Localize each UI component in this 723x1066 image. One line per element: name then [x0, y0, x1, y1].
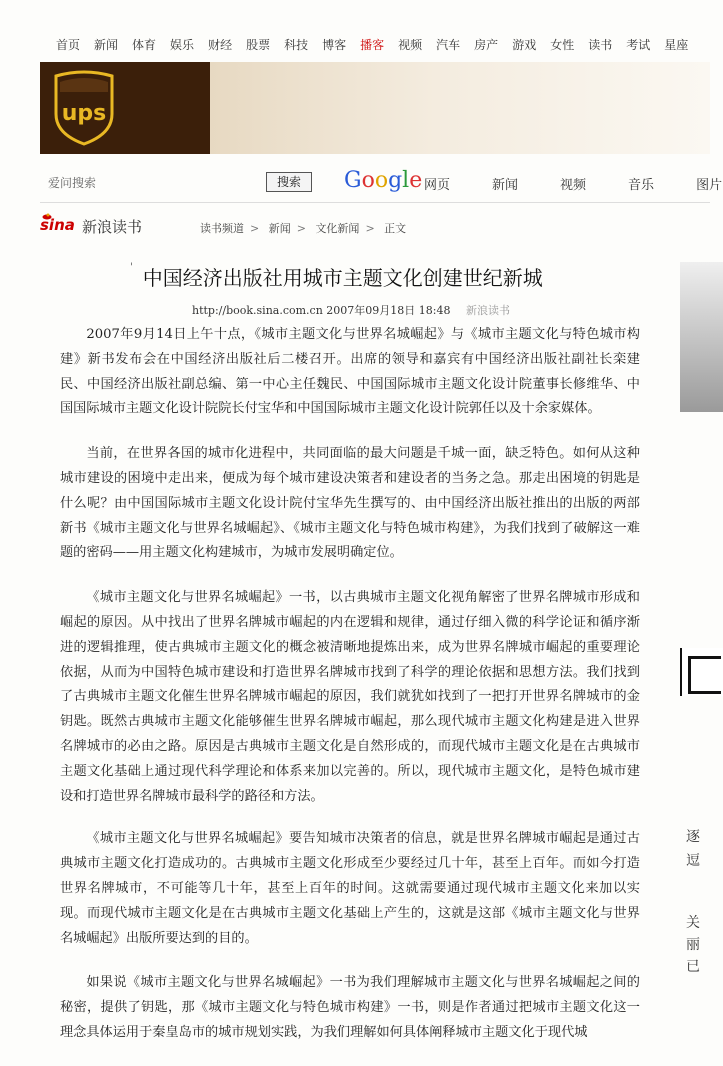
nav-link-exam[interactable]: 考试 [626, 38, 651, 52]
chevron-right-icon: > [296, 222, 306, 235]
sidebar-text-fragment: 已 [686, 959, 700, 975]
article-paragraph: 《城市主题文化与世界名城崛起》要告知城市决策者的信息，就是世界名牌城市崛起是通过古典城市主题文化打造成功的。古典城市主题文化形成至少要经过几十年，甚至上百年。而如今打造世界名牌城市，不可能等几十年，甚至上百年的时间。这就需要通过现代城市主题文化来加以实现。而现代城市主题文化是在古典城市主题文化基础上产生的，这就是这部《城市主题文化与世界名城崛起》出版所要达到的目的。 [60, 831, 640, 946]
ups-banner-ad[interactable] [40, 62, 710, 154]
breadcrumb-item[interactable]: 新闻 [268, 222, 291, 235]
nav-link-stock[interactable]: 股票 [246, 38, 271, 52]
article-source[interactable]: 新浪读书 [465, 304, 510, 317]
article-paragraph: 2007年9月14日上午十点，《城市主题文化与世界名城崛起》与《城市主题文化与特色城市构建》新书发布会在中国经济出版社后二楼召开。出席的领导和嘉宾有中国经济出版社副社长栾建民、中国经济出版社副总编、第一中心主任魏民、中国国际城市主题文化设计院董事长修维华、中国国际城市主题文化设计院院长付宝华和中国国际城市主题文化设计院郭任以及十余家媒体。 [60, 327, 640, 417]
nav-link-video[interactable]: 视频 [398, 38, 423, 52]
sidebar-text-fragment: 丽 [686, 937, 700, 953]
search-tab-music[interactable]: 音乐 [628, 178, 655, 193]
nav-link-games[interactable]: 游戏 [512, 38, 537, 52]
nav-link-podcast[interactable]: 播客 [360, 38, 385, 52]
nav-link-ent[interactable]: 娱乐 [170, 38, 195, 52]
search-tab-video[interactable]: 视频 [560, 178, 587, 193]
title-mark-icon: ' [130, 262, 133, 273]
ups-logo [52, 70, 116, 146]
sidebar-box-fragment [680, 648, 723, 696]
google-logo: Google [344, 168, 423, 193]
article-paragraph: 如果说《城市主题文化与世界名城崛起》一书为我们理解城市主题文化与世界名城崛起之间的秘密，提供了钥匙，那《城市主题文化与特色城市构建》一书，则是作者通过把城市主题文化这一理念具体运用于秦皇岛市的城市规划实践，为我们理解如何具体阐释城市主题文化于现代城 [60, 975, 640, 1040]
search-keyword-label: 爱问搜索 [48, 176, 97, 190]
nav-link-astro[interactable]: 星座 [664, 38, 689, 52]
nav-link-home[interactable]: 首页 [56, 38, 81, 52]
article-body [60, 323, 640, 1066]
nav-link-house[interactable]: 房产 [474, 38, 499, 52]
search-bar [40, 166, 723, 203]
sidebar-ad-fragment[interactable] [680, 262, 723, 412]
chevron-right-icon: > [365, 222, 375, 235]
chevron-right-icon: > [250, 222, 260, 235]
article-datetime: 2007年09月18日 18:48 [326, 304, 451, 317]
nav-link-finance[interactable]: 财经 [208, 38, 233, 52]
sidebar-text-fragment: 逐 [686, 829, 700, 845]
search-tab-images[interactable]: 图片 [696, 178, 723, 193]
breadcrumb-item: 正文 [384, 222, 407, 235]
article-paragraph: 《城市主题文化与世界名城崛起》一书，以古典城市主题文化视角解密了世界名牌城市形成和崛起的原因。从中找出了世界名牌城市崛起的内在逻辑和规律，通过仔细入微的科学论证和循序渐进的逻辑推理，使古典城市主题文化的概念被清晰地提炼出来，成为世界名牌城市崛起的重要理论依据，从而为中国特色城市建设和打造世界名牌城市找到了科学的理论依据和思想方法。我们找到了古典城市主题文化催生世界名牌城市崛起的原因，我们就犹如找到了一把打开世界名牌城市的金钥匙。既然古典城市主题文化能够催生世界名牌城市崛起，那么现代城市主题文化构建是进入世界名牌城市的必由之路。原因是古典城市主题文化是自然形成的，而现代城市主题文化是在古典城市主题文化基础上通过现代科学理论和体系来加以完善的。所以，现代城市主题文化，是特色城市建设和打造世界名牌城市最科学的路径和方法。 [60, 590, 640, 804]
sina-logo[interactable]: sina [40, 216, 75, 234]
nav-link-books[interactable]: 读书 [588, 38, 613, 52]
article-title: ' 中国经济出版社用城市主题文化创建世纪新城 [130, 262, 543, 290]
channel-header [40, 216, 710, 244]
sidebar-text-fragment: 关 [686, 915, 700, 931]
article-url[interactable]: http://book.sina.com.cn [192, 304, 323, 317]
nav-link-blog[interactable]: 博客 [322, 38, 347, 52]
search-button[interactable]: 搜索 [266, 172, 312, 192]
nav-link-sports[interactable]: 体育 [132, 38, 157, 52]
box-bracket-icon [688, 656, 721, 694]
article-paragraph: 当前，在世界各国的城市化进程中，共同面临的最大问题是千城一面，缺乏特色。如何从这种城市建设的困境中走出来，便成为每个城市建设决策者和建设者的当务之急。那走出困境的钥匙是什么呢？由中国国际城市主题文化设计院付宝华先生撰写的、由中国经济出版社推出的出版的两部新书《城市主题文化与世界名城崛起》、《城市主题文化与特色城市构建》，为我们找到了破解这一难题的密码——用主题文化构建城市，为城市发展明确定位。 [60, 446, 640, 561]
breadcrumb-item[interactable]: 文化新闻 [315, 222, 360, 235]
breadcrumb [200, 220, 412, 236]
nav-link-news[interactable]: 新闻 [94, 38, 119, 52]
search-tabs [424, 174, 723, 193]
breadcrumb-item[interactable]: 读书频道 [200, 222, 244, 235]
svg-text:ups: ups [61, 101, 107, 126]
nav-link-auto[interactable]: 汽车 [436, 38, 461, 52]
top-nav [56, 34, 723, 54]
banner-photo [210, 62, 710, 154]
banner-logo-panel [40, 62, 210, 154]
article-byline [192, 302, 510, 318]
sidebar-text-fragment: 逗 [686, 853, 700, 869]
nav-link-women[interactable]: 女性 [550, 38, 575, 52]
nav-link-tech[interactable]: 科技 [284, 38, 309, 52]
search-tab-news[interactable]: 新闻 [492, 178, 519, 193]
channel-name[interactable]: 新浪读书 [82, 218, 143, 236]
search-tab-web[interactable]: 网页 [424, 178, 451, 193]
